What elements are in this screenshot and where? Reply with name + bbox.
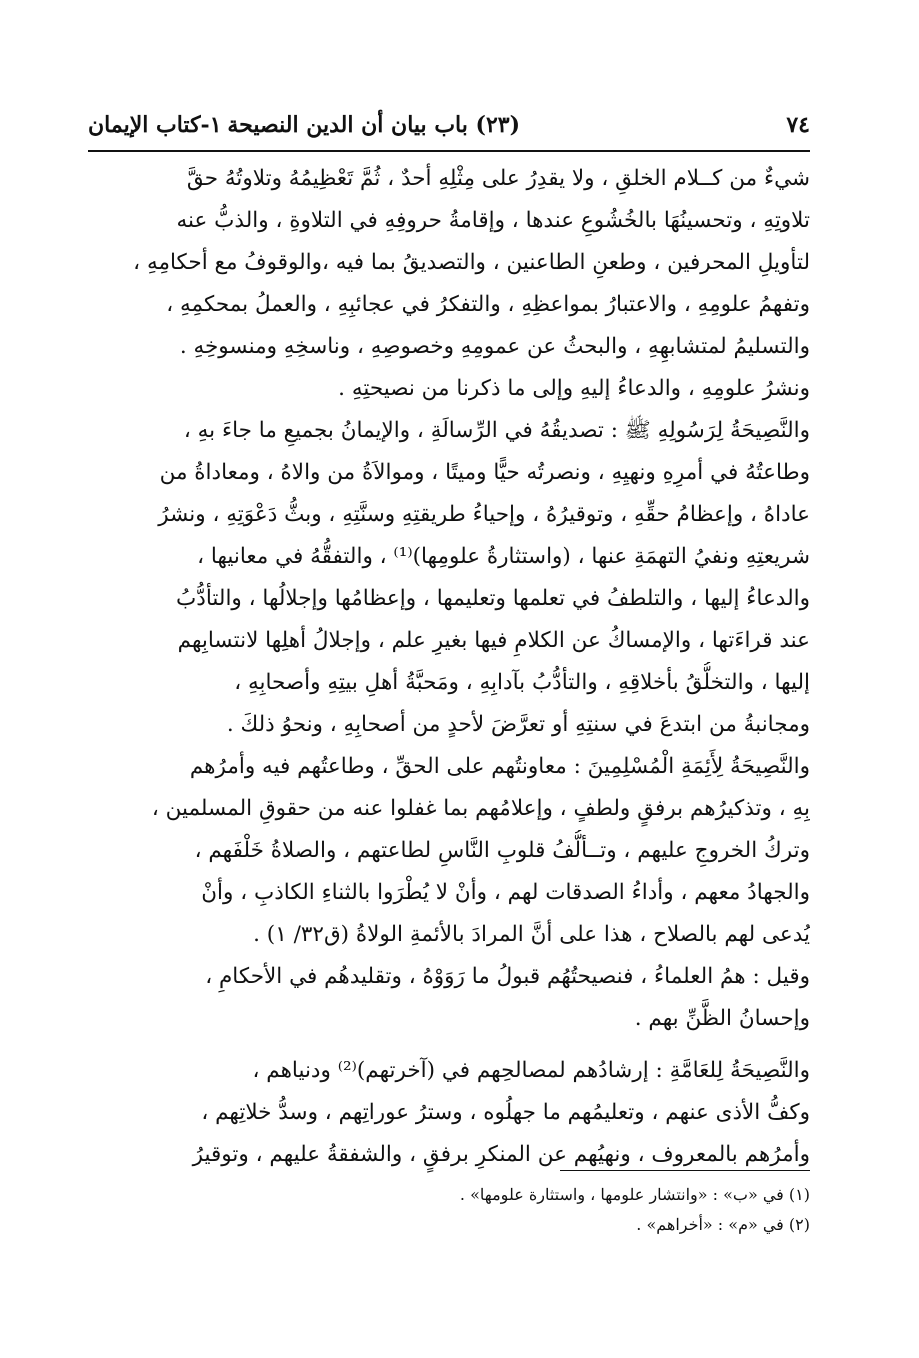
footnote-rule (560, 1170, 810, 1171)
text-line: شيءٌ من كــلام الخلقِ ، ولا يقدِرُ على مِثْلِهِ أحدٌ ، ثُمَّ تَعْظِيمُهُ وتلاوتُهُ حقَّ (186, 166, 810, 191)
text-line: ومجانبةُ من ابتدعَ في سنتِهِ أو تعرَّضَ لأحدٍ من أصحابِهِ ، ونحوُ ذلكَ . (226, 712, 810, 737)
text-line: والتسليمُ لمتشابهِهِ ، والبحثُ عن عمومِهِ وخصوصِهِ ، وناسخِهِ ومنسوخِهِ . (179, 334, 810, 359)
footnote-1: (١) في «ب» : «وانتشار علومها ، واستثارة علومها» . (459, 1185, 810, 1204)
book-title: ١-كتاب الإيمان (88, 112, 222, 138)
text-line: والجهادُ معهم ، وأداءُ الصدقات لهم ، وأنْ لا يُطْرَوا بالثناءِ الكاذبِ ، وأنْ (201, 880, 810, 905)
text-line: وأمرُهم بالمعروف ، ونهيُهم عن المنكرِ برفقٍ ، والشفقةُ عليهم ، وتوقيرُ (192, 1142, 810, 1167)
text-line: شريعتِهِ ونفيُ التهمَةِ عنها ، (واستثارةُ علومِها)⁽¹⁾ ، والتفقُّهُ في معانيها ، (197, 544, 810, 569)
text-line: وتركُ الخروجِ عليهم ، وتــألُّفُ قلوبِ النَّاسِ لطاعتهم ، والصلاةُ خَلْفَهم ، (194, 838, 810, 863)
text-line: والنَّصِيحَةُ لِأَئِمَةِ الْمُسْلِمِينَ : معاونتُهم على الحقِّ ، وطاعتُهم فيه وأمرُهم (189, 754, 810, 779)
text-line: يُدعى لهم بالصلاح ، هذا على أنَّ المرادَ بالأئمةِ الولاةُ (ق٣٢/ ١) . (253, 922, 810, 947)
text-line: إليها ، والتخلُّقُ بأخلاقِهِ ، والتأدُّبُ بآدابِهِ ، ومَحبَّةُ أهلِ بيتِهِ وأصحابِهِ ، (234, 670, 810, 695)
chapter-title: (٢٣) باب بيان أن الدين النصيحة (227, 112, 520, 138)
text-line: وتفهمُ علومِهِ ، والاعتبارُ بمواعظِهِ ، والتفكرُ في عجائبِهِ ، والعملُ بمحكمِهِ ، (166, 292, 810, 317)
text-line: والنَّصِيحَةُ لِلعَامَّةِ : إرشادُهم لمصالحِهم في (آخرتهم)⁽²⁾ ودنياهم ، (252, 1058, 810, 1083)
text-line: عاداهُ ، وإعظامُ حقِّهِ ، وتوقيرُهُ ، وإحياءُ طريقتِهِ وسنَّتِهِ ، وبثُّ دَعْوَتِهِ ، ونشرُ (158, 502, 810, 527)
text-line: تلاوتِهِ ، وتحسينُهَا بالخُشُوعِ عندها ، وإقامةُ حروفِهِ في التلاوةِ ، والذبُّ عنه (176, 208, 810, 233)
text-line: والدعاءُ إليها ، والتلطفُ في تعلمها وتعليمها ، وإعظامُها وإجلالُها ، والتأدُّبُ (176, 586, 810, 611)
header-rule (88, 150, 810, 152)
main-text (92, 158, 810, 1176)
text-line: وكفُّ الأذى عنهم ، وتعليمُهم ما جهلُوه ، وسترُ عوراتِهم ، وسدُّ خلاتِهم ، (201, 1100, 810, 1125)
text-line: عند قراءَتها ، والإمساكُ عن الكلامِ فيها بغيرِ علم ، وإجلالُ أهلِها لانتسابِهم (177, 628, 810, 653)
text-line: وطاعتُهُ في أمرِهِ ونهيِهِ ، ونصرتُه حيًّا وميتًا ، وموالاَةُ من والاهُ ، ومعاداةُ من (159, 460, 810, 485)
text-line: والنَّصِيحَةُ لِرَسُولِهِ ﷺ : تصديقُهُ في الرِّسالَةِ ، والإيمانُ بجميعِ ما جاءَ بهِ ، (183, 418, 810, 443)
text-line: بِهِ ، وتذكيرُهم برفقٍ ولطفٍ ، وإعلامُهم بما غفلوا عنه من حقوقِ المسلمين ، (151, 796, 810, 821)
footnote-2: (٢) في «م» : «أخراهم» . (636, 1215, 810, 1234)
page-header (88, 108, 810, 152)
footnotes (92, 1180, 810, 1240)
text-line: ونشرُ علومِهِ ، والدعاءُ إليهِ وإلى ما ذكرنا من نصيحتِهِ . (338, 376, 810, 401)
paragraph-gap (92, 1040, 810, 1050)
text-line: وقيل : همُ العلماءُ ، فنصيحتُهُم قبولُ ما رَوَوْهُ ، وتقليدهُم في الأحكامِ ، (205, 964, 810, 989)
text-line: وإحسانُ الظَّنِّ بهم . (634, 1006, 810, 1031)
page-number: ٧٤ (786, 112, 810, 138)
text-line: لتأويلِ المحرفين ، وطعنِ الطاعنين ، والتصديقُ بما فيه ،والوقوفُ مع أحكامِهِ ، (133, 250, 810, 275)
